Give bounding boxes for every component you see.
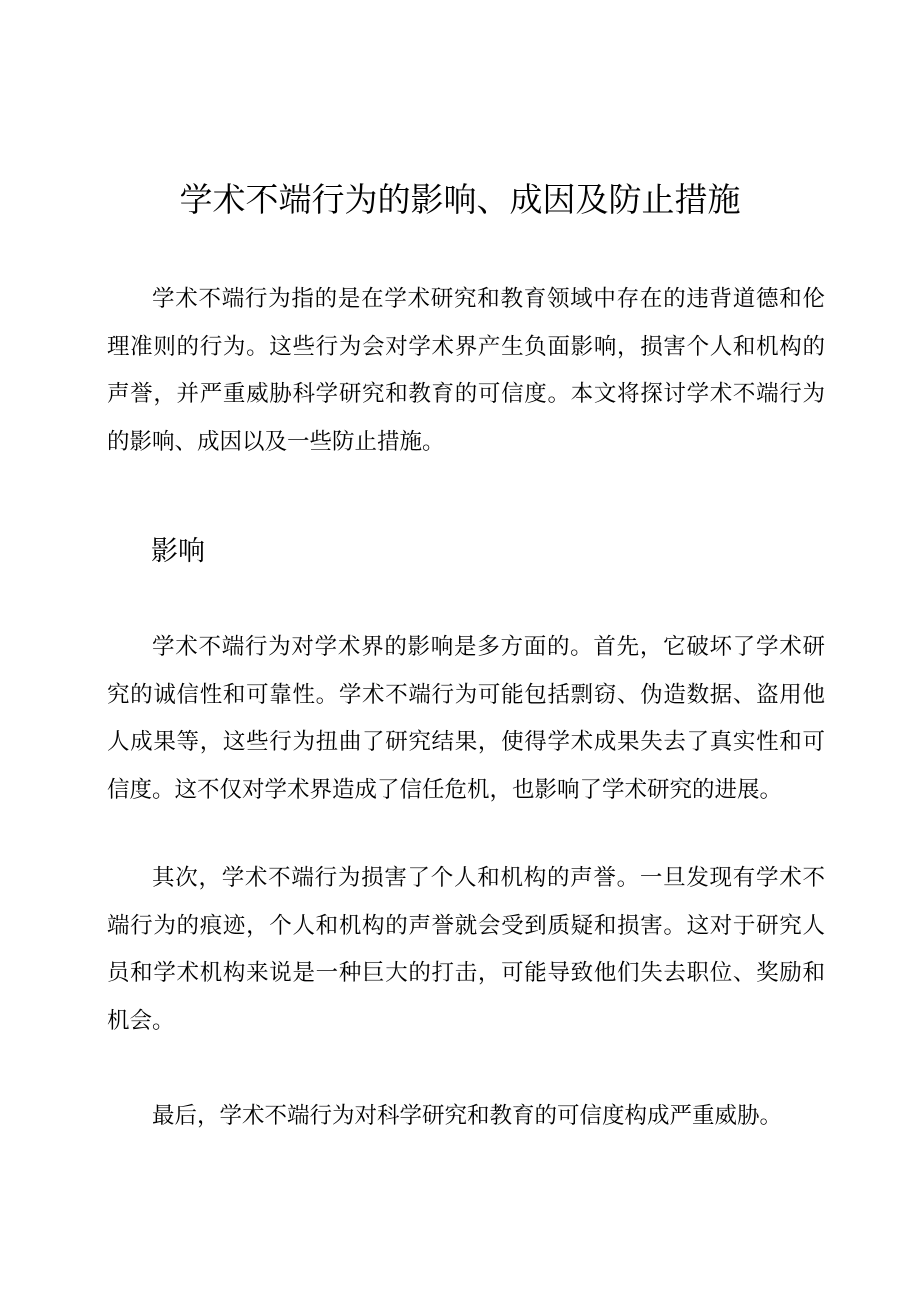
- section-heading-impact: 影响: [151, 536, 205, 567]
- document-title: 学术不端行为的影响、成因及防止措施: [179, 180, 741, 219]
- impact-paragraph-3: 最后，学术不端行为对科学研究和教育的可信度构成严重威胁。: [152, 1103, 783, 1129]
- impact-paragraph-1: 学术不端行为对学术界的影响是多方面的。首先，它破坏了学术研究的诚信性和可靠性。学术不端行为可能包括剽窃、伪造数据、盗用他人成果等，这些行为扭曲了研究结果，使得学术成果失去了真实性和可信度。这不仅对学术界造成了信任危机，也影响了学术研究的进展。: [107, 634, 825, 803]
- impact-paragraph-2: 其次，学术不端行为损害了个人和机构的声誉。一旦发现有学术不端行为的痕迹，个人和机构的声誉就会受到质疑和损害。这对于研究人员和学术机构来说是一种巨大的打击，可能导致他们失去职位、奖励和机会。: [107, 865, 825, 1034]
- intro-paragraph: 学术不端行为指的是在学术研究和教育领域中存在的违背道德和伦理准则的行为。这些行为会对学术界产生负面影响，损害个人和机构的声誉，并严重威胁科学研究和教育的可信度。本文将探讨学术不端行为的影响、成因以及一些防止措施。: [107, 286, 825, 455]
